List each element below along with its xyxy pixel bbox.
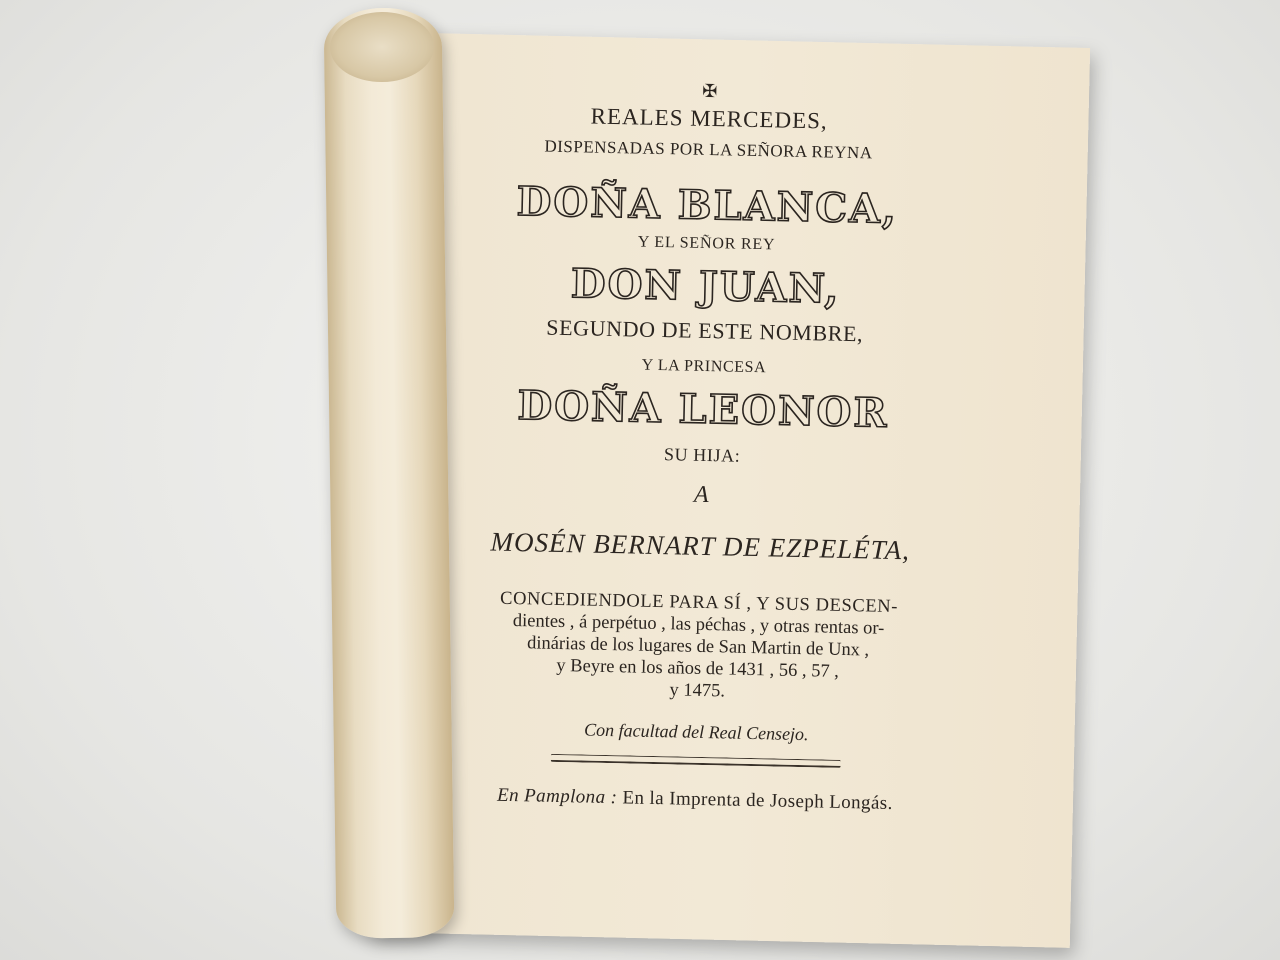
concession-line-4: y Beyre en los años de 1431 , 56 , 57 , [556, 655, 840, 682]
imprint-place: En Pamplona : [496, 784, 618, 809]
concession-line-3: dinárias de los lugares de San Martin de Unx , [526, 633, 870, 661]
title-line-reales-mercedes: REALES MERCEDES, [590, 103, 828, 134]
decorative-rule [551, 754, 841, 768]
title-name-dona-leonor: DOÑA LEONOR [517, 382, 890, 437]
title-name-dona-blanca: DOÑA BLANCA, [516, 177, 899, 233]
concession-line-1: CONCEDIENDOLE PARA SÍ , Y SUS DESCEN- [499, 588, 899, 618]
title-name-don-juan: DON JUAN, [570, 260, 841, 313]
title-line-princesa: Y LA PRINCESA [641, 356, 767, 377]
cross-ornament-icon: ✠ [702, 80, 718, 102]
title-line-mosen-bernart: MOSÉN BERNART DE EZPELÉTA, [490, 526, 911, 566]
title-line-senor-rey: Y EL SEÑOR REY [637, 233, 776, 254]
license-line: Con facultad del Real Censejo. [583, 719, 809, 745]
title-page-text [425, 74, 980, 816]
concession-line-2: dientes , á perpétuo , las péchas , y otras rentas or- [512, 610, 885, 639]
title-line-segundo: SEGUNDO DE ESTE NOMBRE, [546, 314, 864, 347]
concession-line-5: y 1475. [669, 680, 726, 702]
title-line-dispensadas: DISPENSADAS POR LA SEÑORA REYNA [544, 136, 873, 163]
title-line-su-hija: SU HIJA: [663, 444, 741, 466]
title-line-a: A [693, 481, 709, 509]
roll-top-curl [330, 11, 435, 82]
concession-paragraph [427, 586, 969, 707]
imprint-printer: En la Imprenta de Joseph Longás. [622, 787, 893, 814]
